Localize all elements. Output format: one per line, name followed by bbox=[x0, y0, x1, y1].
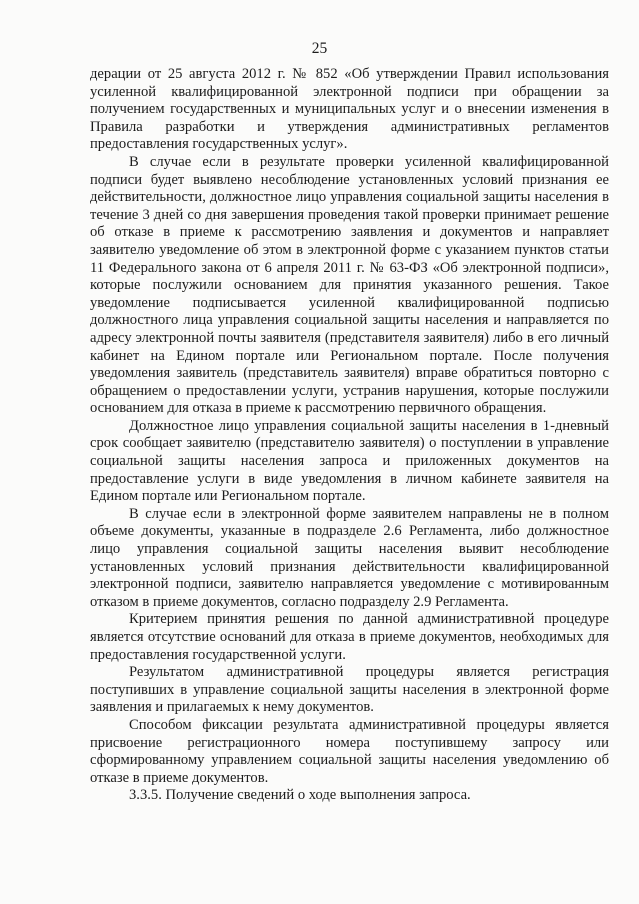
page-number: 25 bbox=[311, 40, 328, 57]
paragraph-continuation: дерации от 25 августа 2012 г. № 852 «Об утверждении Правил использования усиленной квалифицированной электронной подписи при обращении за получением государственных и муниципальных услуг и о внесении изменения в Правила разработки и утверждения административных регламентов предоставления государственных услуг». bbox=[90, 66, 609, 153]
document-body bbox=[90, 66, 609, 805]
paragraph-signature-check: В случае если в результате проверки усиленной квалифицированной подписи будет выявлено несоблюдение установленных условий признания ее действительности, должностное лицо управления социальной защиты населения в течение 3 дней со дня завершения проведения такой проверки принимает решение об отказе в приеме к рассмотрению заявления и документов и направляет заявителю уведомление об этом в электронной форме с указанием пунктов статьи 11 Федерального закона от 6 апреля 2011 г. № 63-ФЗ «Об электронной подписи», которые послужили основанием для принятия указанного решения. Такое уведомление подписывается усиленной квалифицированной подписью должностного лица управления социальной защиты населения и направляется по адресу электронной почты заявителя (представителя заявителя) либо в его личный кабинет на Едином портале или Региональном портале. После получения уведомления заявитель (представитель заявителя) вправе обратиться повторно с обращением о предоставлении услуги, устранив нарушения, которые послужили основанием для отказа в приеме к рассмотрению первичного обращения. bbox=[90, 153, 609, 417]
paragraph-procedure-result: Результатом административной процедуры является регистрация поступивших в управление социальной защиты населения в электронной форме заявления и прилагаемых к нему документов. bbox=[90, 664, 609, 716]
paragraph-incomplete-documents: В случае если в электронной форме заявителем направлены не в полном объеме документы, указанные в подразделе 2.6 Регламента, либо должностное лицо управления социальной защиты населения выявит несоблюдение установленных условий признания действительности квалифицированной электронной подписи, заявителю направляется уведомление с мотивированным отказом в приеме документов, согласно подразделу 2.9 Регламента. bbox=[90, 505, 609, 610]
paragraph-notification: Должностное лицо управления социальной защиты населения в 1-дневный срок сообщает заявителю (представителю заявителя) о поступлении в управление социальной защиты населения запроса и приложенных документов на предоставление услуги в виде уведомления в личном кабинете заявителя на Едином портале или Региональном портале. bbox=[90, 417, 609, 505]
section-heading-3-3-5: 3.3.5. Получение сведений о ходе выполнения запроса. bbox=[129, 787, 471, 804]
paragraph-result-recording: Способом фиксации результата административной процедуры является присвоение регистрационного номера поступившему запросу или сформированному управлением социальной защиты населения уведомлению об отказе в приеме документов. bbox=[90, 716, 609, 786]
paragraph-decision-criterion: Критерием принятия решения по данной административной процедуре является отсутствие оснований для отказа в приеме документов, необходимых для предоставления государственной услуги. bbox=[90, 611, 609, 663]
